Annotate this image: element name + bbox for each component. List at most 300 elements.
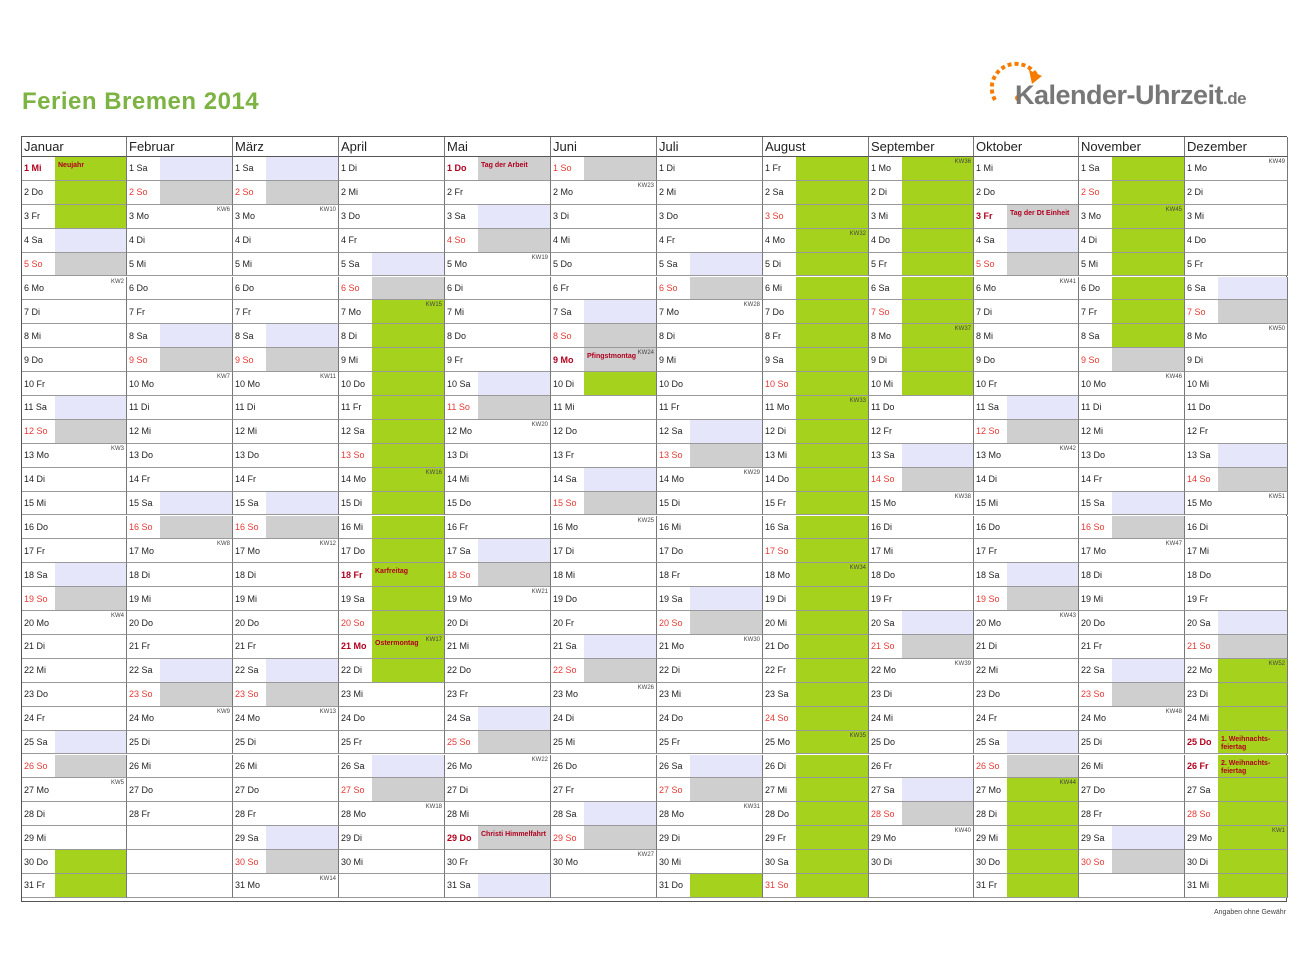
day-cell[interactable]: [233, 253, 339, 277]
day-cell[interactable]: [551, 683, 657, 707]
day-cell[interactable]: [974, 778, 1079, 802]
day-cell[interactable]: [551, 731, 657, 755]
day-cell[interactable]: [1079, 707, 1185, 731]
day-cell[interactable]: [233, 181, 339, 205]
day-cell[interactable]: [233, 563, 339, 587]
day-cell[interactable]: [1185, 707, 1288, 731]
day-cell[interactable]: [22, 755, 127, 779]
day-cell[interactable]: [974, 850, 1079, 874]
day-cell[interactable]: [551, 587, 657, 611]
day-cell[interactable]: [339, 778, 445, 802]
day-cell[interactable]: [551, 420, 657, 444]
day-cell[interactable]: [657, 444, 763, 468]
day-cell[interactable]: [1079, 850, 1185, 874]
day-cell[interactable]: [445, 420, 551, 444]
day-cell[interactable]: [1079, 874, 1185, 898]
day-cell[interactable]: [869, 300, 974, 324]
day-cell[interactable]: [763, 802, 869, 826]
day-cell[interactable]: [974, 324, 1079, 348]
day-cell[interactable]: [869, 826, 974, 850]
day-cell[interactable]: [1185, 181, 1288, 205]
day-cell[interactable]: [1079, 802, 1185, 826]
day-cell[interactable]: [339, 731, 445, 755]
day-cell[interactable]: [22, 802, 127, 826]
day-cell[interactable]: [445, 874, 551, 898]
day-cell[interactable]: [974, 253, 1079, 277]
day-cell[interactable]: [974, 826, 1079, 850]
day-cell[interactable]: [22, 181, 127, 205]
day-cell[interactable]: [974, 539, 1079, 563]
day-cell[interactable]: [1079, 587, 1185, 611]
day-cell[interactable]: [657, 468, 763, 492]
day-cell[interactable]: [657, 229, 763, 253]
day-cell[interactable]: [445, 826, 551, 850]
day-cell[interactable]: [445, 563, 551, 587]
day-cell[interactable]: [22, 444, 127, 468]
day-cell[interactable]: [339, 611, 445, 635]
day-cell[interactable]: [233, 277, 339, 301]
day-cell[interactable]: [233, 229, 339, 253]
day-cell[interactable]: [657, 253, 763, 277]
day-cell[interactable]: [869, 874, 974, 898]
day-cell[interactable]: [1079, 731, 1185, 755]
day-cell[interactable]: [1185, 468, 1288, 492]
day-cell[interactable]: [763, 707, 869, 731]
day-cell[interactable]: [657, 850, 763, 874]
day-cell[interactable]: [233, 683, 339, 707]
day-cell[interactable]: [22, 229, 127, 253]
day-cell[interactable]: [551, 468, 657, 492]
day-cell[interactable]: [551, 850, 657, 874]
day-cell[interactable]: [22, 348, 127, 372]
day-cell[interactable]: [1079, 755, 1185, 779]
day-cell[interactable]: [233, 492, 339, 516]
day-cell[interactable]: [974, 229, 1079, 253]
day-cell[interactable]: [763, 229, 869, 253]
day-cell[interactable]: [127, 157, 233, 181]
day-cell[interactable]: [445, 516, 551, 540]
day-cell[interactable]: [445, 587, 551, 611]
day-cell[interactable]: [763, 372, 869, 396]
day-cell[interactable]: [127, 253, 233, 277]
day-cell[interactable]: [974, 802, 1079, 826]
day-cell[interactable]: [1079, 492, 1185, 516]
day-cell[interactable]: [1079, 683, 1185, 707]
day-cell[interactable]: [445, 348, 551, 372]
day-cell[interactable]: [551, 372, 657, 396]
day-cell[interactable]: [127, 802, 233, 826]
day-cell[interactable]: [551, 492, 657, 516]
day-cell[interactable]: [339, 492, 445, 516]
day-cell[interactable]: [233, 468, 339, 492]
day-cell[interactable]: [339, 516, 445, 540]
day-cell[interactable]: [869, 324, 974, 348]
day-cell[interactable]: [974, 516, 1079, 540]
day-cell[interactable]: [869, 587, 974, 611]
day-cell[interactable]: [657, 802, 763, 826]
day-cell[interactable]: [339, 826, 445, 850]
day-cell[interactable]: [339, 277, 445, 301]
day-cell[interactable]: [869, 778, 974, 802]
day-cell[interactable]: [974, 205, 1079, 229]
day-cell[interactable]: [445, 300, 551, 324]
day-cell[interactable]: [22, 707, 127, 731]
day-cell[interactable]: [22, 324, 127, 348]
day-cell[interactable]: [551, 539, 657, 563]
day-cell[interactable]: [657, 874, 763, 898]
day-cell[interactable]: [869, 611, 974, 635]
day-cell[interactable]: [233, 659, 339, 683]
day-cell[interactable]: [22, 300, 127, 324]
day-cell[interactable]: [1079, 300, 1185, 324]
day-cell[interactable]: [1185, 444, 1288, 468]
day-cell[interactable]: [657, 731, 763, 755]
day-cell[interactable]: [445, 755, 551, 779]
day-cell[interactable]: [869, 659, 974, 683]
day-cell[interactable]: [974, 587, 1079, 611]
day-cell[interactable]: [445, 372, 551, 396]
day-cell[interactable]: [657, 611, 763, 635]
day-cell[interactable]: [763, 205, 869, 229]
day-cell[interactable]: [551, 348, 657, 372]
day-cell[interactable]: [1079, 229, 1185, 253]
day-cell[interactable]: [763, 277, 869, 301]
day-cell[interactable]: [1185, 778, 1288, 802]
day-cell[interactable]: [445, 778, 551, 802]
day-cell[interactable]: [445, 444, 551, 468]
day-cell[interactable]: [445, 802, 551, 826]
day-cell[interactable]: [127, 539, 233, 563]
day-cell[interactable]: [869, 802, 974, 826]
day-cell[interactable]: [551, 874, 657, 898]
day-cell[interactable]: [763, 587, 869, 611]
day-cell[interactable]: [339, 229, 445, 253]
day-cell[interactable]: [127, 516, 233, 540]
day-cell[interactable]: [763, 874, 869, 898]
day-cell[interactable]: [233, 778, 339, 802]
day-cell[interactable]: [1079, 826, 1185, 850]
day-cell[interactable]: [763, 635, 869, 659]
day-cell[interactable]: [551, 324, 657, 348]
day-cell[interactable]: [869, 707, 974, 731]
day-cell[interactable]: [445, 635, 551, 659]
day-cell[interactable]: [551, 229, 657, 253]
day-cell[interactable]: [551, 396, 657, 420]
day-cell[interactable]: [1185, 659, 1288, 683]
day-cell[interactable]: [763, 396, 869, 420]
day-cell[interactable]: [551, 635, 657, 659]
day-cell[interactable]: [1185, 563, 1288, 587]
day-cell[interactable]: [339, 181, 445, 205]
day-cell[interactable]: [1079, 611, 1185, 635]
day-cell[interactable]: [22, 516, 127, 540]
day-cell[interactable]: [869, 563, 974, 587]
day-cell[interactable]: [127, 492, 233, 516]
day-cell[interactable]: [127, 205, 233, 229]
day-cell[interactable]: [127, 372, 233, 396]
day-cell[interactable]: [763, 611, 869, 635]
day-cell[interactable]: [974, 707, 1079, 731]
site-logo[interactable]: [985, 58, 1275, 128]
day-cell[interactable]: [1185, 277, 1288, 301]
day-cell[interactable]: [1185, 826, 1288, 850]
day-cell[interactable]: [127, 420, 233, 444]
day-cell[interactable]: [127, 396, 233, 420]
day-cell[interactable]: [869, 372, 974, 396]
day-cell[interactable]: [974, 181, 1079, 205]
day-cell[interactable]: [657, 324, 763, 348]
day-cell[interactable]: [763, 492, 869, 516]
day-cell[interactable]: [127, 874, 233, 898]
day-cell[interactable]: [233, 731, 339, 755]
day-cell[interactable]: [1079, 778, 1185, 802]
day-cell[interactable]: [445, 396, 551, 420]
day-cell[interactable]: [233, 372, 339, 396]
day-cell[interactable]: [869, 420, 974, 444]
day-cell[interactable]: [339, 372, 445, 396]
day-cell[interactable]: [339, 348, 445, 372]
day-cell[interactable]: [1079, 635, 1185, 659]
day-cell[interactable]: [445, 683, 551, 707]
day-cell[interactable]: [339, 587, 445, 611]
day-cell[interactable]: [763, 539, 869, 563]
day-cell[interactable]: [22, 850, 127, 874]
day-cell[interactable]: [763, 516, 869, 540]
day-cell[interactable]: [127, 229, 233, 253]
day-cell[interactable]: [763, 444, 869, 468]
day-cell[interactable]: [445, 611, 551, 635]
day-cell[interactable]: [657, 516, 763, 540]
day-cell[interactable]: [869, 683, 974, 707]
day-cell[interactable]: [974, 492, 1079, 516]
day-cell[interactable]: [1185, 229, 1288, 253]
day-cell[interactable]: [1079, 181, 1185, 205]
day-cell[interactable]: [1079, 539, 1185, 563]
day-cell[interactable]: [551, 778, 657, 802]
day-cell[interactable]: [974, 157, 1079, 181]
day-cell[interactable]: [974, 300, 1079, 324]
day-cell[interactable]: [1079, 468, 1185, 492]
day-cell[interactable]: [127, 850, 233, 874]
day-cell[interactable]: [22, 492, 127, 516]
day-cell[interactable]: [657, 420, 763, 444]
day-cell[interactable]: [233, 826, 339, 850]
day-cell[interactable]: [1185, 396, 1288, 420]
day-cell[interactable]: [22, 563, 127, 587]
day-cell[interactable]: [445, 731, 551, 755]
day-cell[interactable]: [1185, 157, 1288, 181]
day-cell[interactable]: [1185, 205, 1288, 229]
day-cell[interactable]: [127, 778, 233, 802]
day-cell[interactable]: [127, 707, 233, 731]
day-cell[interactable]: [233, 444, 339, 468]
day-cell[interactable]: [1079, 420, 1185, 444]
day-cell[interactable]: [22, 826, 127, 850]
day-cell[interactable]: [657, 157, 763, 181]
day-cell[interactable]: [1185, 539, 1288, 563]
day-cell[interactable]: [551, 300, 657, 324]
day-cell[interactable]: [445, 157, 551, 181]
day-cell[interactable]: [763, 755, 869, 779]
day-cell[interactable]: [233, 587, 339, 611]
day-cell[interactable]: [1079, 396, 1185, 420]
day-cell[interactable]: [127, 324, 233, 348]
day-cell[interactable]: [551, 516, 657, 540]
day-cell[interactable]: [551, 205, 657, 229]
day-cell[interactable]: [763, 826, 869, 850]
day-cell[interactable]: [339, 802, 445, 826]
day-cell[interactable]: [869, 157, 974, 181]
day-cell[interactable]: [339, 324, 445, 348]
day-cell[interactable]: [127, 587, 233, 611]
day-cell[interactable]: [339, 850, 445, 874]
day-cell[interactable]: [127, 731, 233, 755]
day-cell[interactable]: [233, 707, 339, 731]
day-cell[interactable]: [22, 205, 127, 229]
day-cell[interactable]: [445, 492, 551, 516]
day-cell[interactable]: [869, 396, 974, 420]
day-cell[interactable]: [233, 802, 339, 826]
day-cell[interactable]: [233, 850, 339, 874]
day-cell[interactable]: [1079, 253, 1185, 277]
day-cell[interactable]: [22, 253, 127, 277]
day-cell[interactable]: [974, 396, 1079, 420]
day-cell[interactable]: [763, 659, 869, 683]
day-cell[interactable]: [22, 539, 127, 563]
day-cell[interactable]: [551, 563, 657, 587]
day-cell[interactable]: [1185, 683, 1288, 707]
day-cell[interactable]: [1185, 802, 1288, 826]
day-cell[interactable]: [1185, 253, 1288, 277]
day-cell[interactable]: [657, 635, 763, 659]
day-cell[interactable]: [974, 444, 1079, 468]
day-cell[interactable]: [339, 659, 445, 683]
day-cell[interactable]: [551, 444, 657, 468]
day-cell[interactable]: [657, 348, 763, 372]
day-cell[interactable]: [657, 300, 763, 324]
day-cell[interactable]: [974, 372, 1079, 396]
day-cell[interactable]: [1185, 587, 1288, 611]
day-cell[interactable]: [1185, 635, 1288, 659]
day-cell[interactable]: [551, 253, 657, 277]
day-cell[interactable]: [657, 492, 763, 516]
day-cell[interactable]: [974, 874, 1079, 898]
day-cell[interactable]: [22, 731, 127, 755]
day-cell[interactable]: [22, 396, 127, 420]
day-cell[interactable]: [551, 826, 657, 850]
day-cell[interactable]: [233, 205, 339, 229]
day-cell[interactable]: [445, 277, 551, 301]
day-cell[interactable]: [1079, 659, 1185, 683]
day-cell[interactable]: [127, 563, 233, 587]
day-cell[interactable]: [974, 659, 1079, 683]
day-cell[interactable]: [1185, 492, 1288, 516]
day-cell[interactable]: [339, 420, 445, 444]
day-cell[interactable]: [127, 755, 233, 779]
day-cell[interactable]: [233, 611, 339, 635]
day-cell[interactable]: [1079, 372, 1185, 396]
day-cell[interactable]: [22, 683, 127, 707]
day-cell[interactable]: [1079, 348, 1185, 372]
day-cell[interactable]: [763, 348, 869, 372]
day-cell[interactable]: [22, 372, 127, 396]
day-cell[interactable]: [869, 539, 974, 563]
day-cell[interactable]: [445, 468, 551, 492]
day-cell[interactable]: [233, 396, 339, 420]
day-cell[interactable]: [1079, 324, 1185, 348]
day-cell[interactable]: [1185, 874, 1288, 898]
day-cell[interactable]: [445, 659, 551, 683]
day-cell[interactable]: [763, 468, 869, 492]
day-cell[interactable]: [869, 731, 974, 755]
day-cell[interactable]: [233, 635, 339, 659]
day-cell[interactable]: [445, 205, 551, 229]
day-cell[interactable]: [1079, 444, 1185, 468]
day-cell[interactable]: [657, 205, 763, 229]
day-cell[interactable]: [339, 755, 445, 779]
day-cell[interactable]: [127, 683, 233, 707]
day-cell[interactable]: [657, 539, 763, 563]
day-cell[interactable]: [869, 229, 974, 253]
day-cell[interactable]: [339, 205, 445, 229]
day-cell[interactable]: [869, 205, 974, 229]
day-cell[interactable]: [657, 826, 763, 850]
day-cell[interactable]: [445, 707, 551, 731]
day-cell[interactable]: [869, 444, 974, 468]
day-cell[interactable]: [763, 157, 869, 181]
day-cell[interactable]: [551, 157, 657, 181]
day-cell[interactable]: [339, 157, 445, 181]
day-cell[interactable]: [127, 444, 233, 468]
day-cell[interactable]: [763, 778, 869, 802]
day-cell[interactable]: [127, 635, 233, 659]
day-cell[interactable]: [657, 372, 763, 396]
day-cell[interactable]: [551, 707, 657, 731]
day-cell[interactable]: [22, 635, 127, 659]
day-cell[interactable]: [657, 277, 763, 301]
day-cell[interactable]: [1185, 516, 1288, 540]
day-cell[interactable]: [22, 778, 127, 802]
day-cell[interactable]: [445, 324, 551, 348]
day-cell[interactable]: [551, 659, 657, 683]
day-cell[interactable]: [22, 157, 127, 181]
day-cell[interactable]: [974, 277, 1079, 301]
day-cell[interactable]: [233, 874, 339, 898]
day-cell[interactable]: [22, 587, 127, 611]
day-cell[interactable]: [22, 468, 127, 492]
day-cell[interactable]: [657, 659, 763, 683]
day-cell[interactable]: [1185, 755, 1288, 779]
day-cell[interactable]: [1079, 157, 1185, 181]
day-cell[interactable]: [974, 635, 1079, 659]
day-cell[interactable]: [339, 635, 445, 659]
day-cell[interactable]: [974, 468, 1079, 492]
day-cell[interactable]: [1079, 516, 1185, 540]
day-cell[interactable]: [657, 778, 763, 802]
day-cell[interactable]: [974, 611, 1079, 635]
day-cell[interactable]: [657, 396, 763, 420]
day-cell[interactable]: [339, 444, 445, 468]
day-cell[interactable]: [233, 324, 339, 348]
day-cell[interactable]: [551, 277, 657, 301]
day-cell[interactable]: [339, 539, 445, 563]
day-cell[interactable]: [22, 277, 127, 301]
day-cell[interactable]: [233, 539, 339, 563]
day-cell[interactable]: [657, 563, 763, 587]
day-cell[interactable]: [445, 253, 551, 277]
day-cell[interactable]: [1185, 324, 1288, 348]
day-cell[interactable]: [1185, 420, 1288, 444]
